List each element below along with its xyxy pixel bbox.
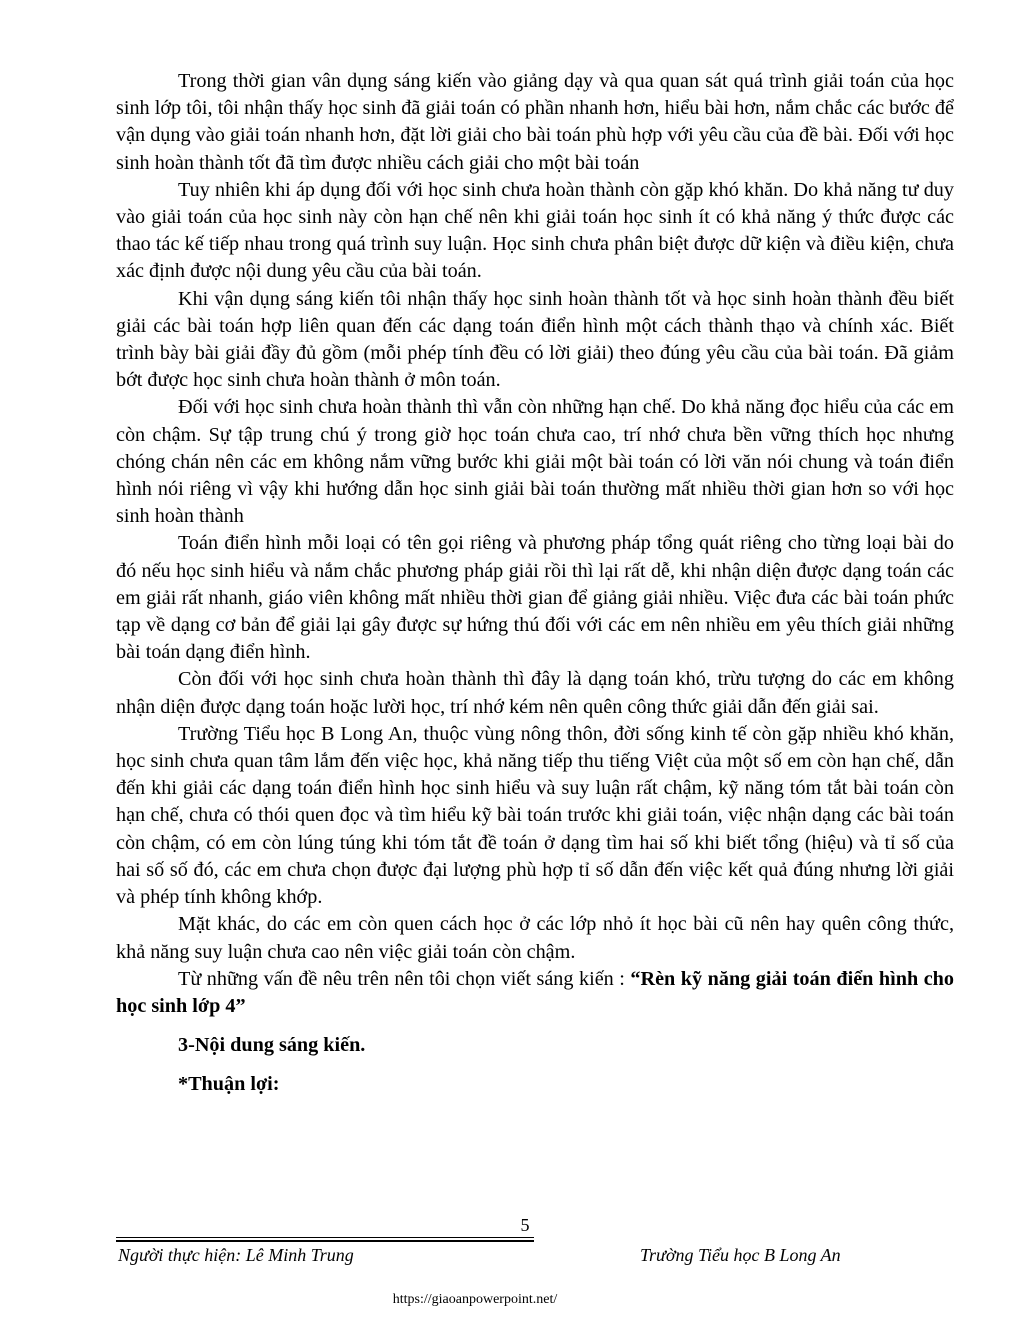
paragraph-4: Đối với học sinh chưa hoàn thành thì vẫn còn những hạn chế. Do khả năng đọc hiểu của các em còn chậm. Sự tập trung chú ý trong giờ học toán chưa cao, trí nhớ chưa bền vững thích học nhưng chóng chán nên các em không nắm vững bước khi giải một bài toán có lời văn nói chung và toán điển hình nói riêng vì vậy khi hướng dẫn học sinh giải bài toán thường mất nhiều thời gian hơn so với học sinh hoàn thành [116, 396, 954, 528]
conclusion-paragraph [116, 966, 954, 1020]
paragraph-8: Mặt khác, do các em còn quen cách học ở các lớp nhỏ ít học bài cũ nên hay quên công thức, khả năng suy luận chưa cao nên việc giải toán còn chậm. [116, 913, 954, 963]
footer-url: https://giaoanpowerpoint.net/ [392, 1292, 558, 1307]
paragraph-7: Trường Tiểu học B Long An, thuộc vùng nông thôn, đời sống kinh tế còn gặp nhiều khó khăn, học sinh chưa quan tâm lắm đến việc học, khả năng tiếp thu tiếng Việt của một số em còn hạn chế, dẫn đến khi giải các dạng toán điển hình học sinh hiểu và suy luận rất chậm, kỹ năng tóm tắt bài toán còn hạn chế, chưa có thói quen đọc và tìm hiểu kỹ bài toán trước khi giải toán, việc nhận dạng các bài toán còn chậm, có em còn lúng túng khi tóm tắt đề toán ở dạng tìm hai số khi biết tổng (hiệu) và tỉ số của hai số số đó, các em chưa chọn được đại lượng phù hợp tỉ số dẫn đến việc kết quả đúng nhưng lời giải và phép tính không khớp. [116, 722, 954, 909]
footer-author: Người thực hiện: Lê Minh Trung [118, 1245, 354, 1265]
paragraph-5: Toán điển hình mỗi loại có tên gọi riêng và phương pháp tổng quát riêng cho từng loại bài do đó nếu học sinh hiểu và nắm chắc phương pháp giải rồi thì lại rất dễ, khi nhận diện được dạng toán các em giải rất nhanh, giáo viên không mất nhiều thời gian để giảng giải nhiều. Việc đưa các bài toán phức tạp về dạng cơ bản để giải lại gây được sự hứng thú đối với các em nên nhiều em yêu thích giải những bài toán dạng điển hình. [116, 532, 954, 664]
footer-school: Trường Tiểu học B Long An [640, 1245, 841, 1265]
document-body [116, 68, 954, 1099]
footer-rule-thick [116, 1240, 534, 1242]
paragraph-3: Khi vận dụng sáng kiến tôi nhận thấy học sinh hoàn thành tốt và học sinh hoàn thành đều biết giải các bài toán hợp liên quan đến các dạng toán điển hình một cách thành thạo và chính xác. Biết trình bày bài giải đầy đủ gồm (mỗi phép tính đều có lời giải) theo đúng yêu cầu của bài toán. Đã giảm bớt được học sinh chưa hoàn thành ở môn toán. [116, 287, 954, 392]
conclusion-lead: Từ những vấn đề nêu trên nên tôi chọn viết sáng kiến : [178, 967, 631, 990]
sub-heading: *Thuận lợi: [178, 1073, 280, 1096]
paragraph-1: Trong thời gian vân dụng sáng kiến vào giảng dạy và qua quan sát quá trình giải toán của học sinh lớp tôi, tôi nhận thấy học sinh đã giải toán có phần nhanh hơn, hiểu bài hơn, nắm chắc các bước để vận dụng vào giải toán nhanh hơn, đặt lời giải cho bài toán phù hợp với yêu cầu của đề bài. Đối với học sinh hoàn thành tốt đã tìm được nhiều cách giải cho một bài toán [116, 70, 954, 174]
paragraph-2: Tuy nhiên khi áp dụng đối với học sinh chưa hoàn thành còn gặp khó khăn. Do khả năng tư duy vào giải toán của học sinh này còn hạn chế nên khi giải toán học sinh ít có khả năng ý thức được các thao tác kế tiếp nhau trong quá trình suy luận. Học sinh chưa phân biệt được dữ kiện và điều kiện, chưa xác định được nội dung yêu cầu của bài toán. [116, 178, 954, 283]
footer-rule [116, 1237, 534, 1238]
section-heading: 3-Nội dung sáng kiến. [178, 1034, 366, 1057]
paragraph-6: Còn đối với học sinh chưa hoàn thành thì đây là dạng toán khó, trừu tượng do các em không nhận diện được dạng toán hoặc lười học, trí nhớ kém nên quên công thức giải dẫn đến giải sai. [116, 668, 954, 718]
initiative-title: “Rèn kỹ năng giải toán điển hình cho học sinh lớp 4” [116, 967, 954, 1017]
page-number: 5 [520, 1215, 530, 1235]
